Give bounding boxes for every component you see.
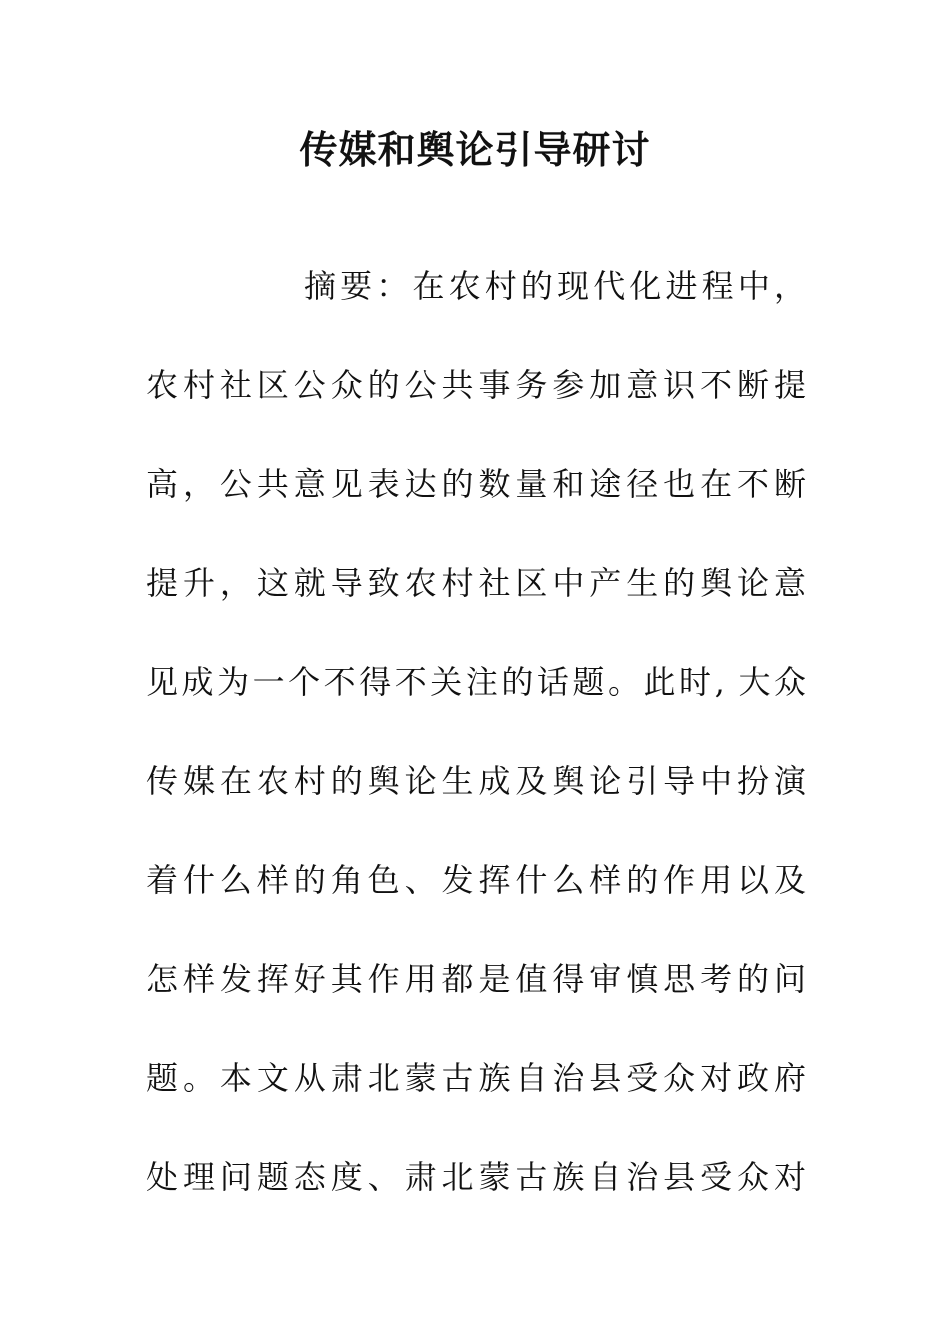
abstract-line: 题。本文从肃北蒙古族自治县受众对政府: [146, 1059, 806, 1097]
abstract-line: 着什么样的角色、发挥什么样的作用以及: [146, 861, 806, 899]
abstract-line: 摘要：在农村的现代化进程中，: [304, 267, 806, 305]
abstract-body: [146, 258, 806, 1248]
abstract-line: 农村社区公众的公共事务参加意识不断提: [146, 366, 806, 404]
abstract-line: 高，公共意见表达的数量和途径也在不断: [146, 465, 806, 503]
abstract-line: 传媒在农村的舆论生成及舆论引导中扮演: [146, 762, 806, 800]
abstract-line: 处理问题态度、肃北蒙古族自治县受众对: [146, 1158, 806, 1196]
abstract-line: 怎样发挥好其作用都是值得审慎思考的问: [146, 960, 806, 998]
abstract-line: 提升，这就导致农村社区中产生的舆论意: [146, 564, 806, 602]
document-title: 传媒和舆论引导研讨: [299, 128, 651, 172]
abstract-line: 见成为一个不得不关注的话题。此时, 大众: [146, 663, 806, 701]
